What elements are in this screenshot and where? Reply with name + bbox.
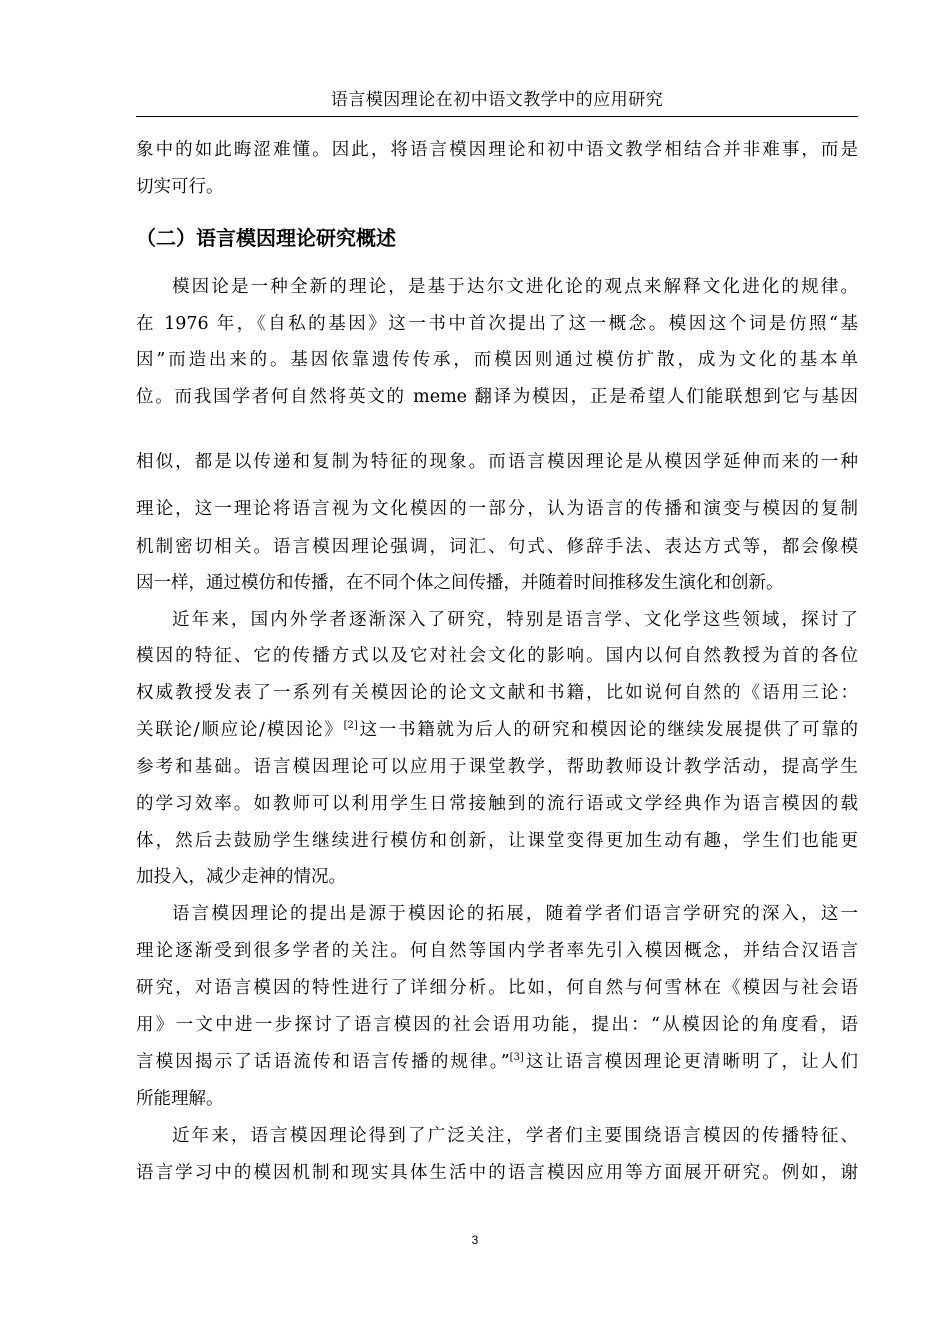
body-line: 因一样，通过模仿和传播，在不同个体之间传播，并随着时间推移发生演化和创新。 bbox=[136, 573, 784, 593]
body-line: 机制密切相关。语言模因理论强调，词汇、句式、修辞手法、表达方式等，都会像模 bbox=[136, 537, 858, 557]
citation-ref: [3] bbox=[509, 1052, 524, 1063]
body-line: 语言学习中的模因机制和现实具体生活中的语言模因应用等方面展开研究。例如，谢 bbox=[136, 1163, 858, 1183]
paragraph-first-line: 模因论是一种全新的理论，是基于达尔文进化论的观点来解释文化进化的规律。 bbox=[172, 277, 858, 297]
body-line: 所能理解。 bbox=[136, 1089, 224, 1109]
body-line: 加投入，减少走神的情况。 bbox=[136, 867, 346, 887]
body-line: 切实可行。 bbox=[136, 177, 224, 197]
line-text: 言模因揭示了话语流传和语言传播的规律。” bbox=[136, 1052, 510, 1072]
body-line: 权威教授发表了一系列有关模因论的论文文献和书籍，比如说何自然的《语用三论： bbox=[136, 683, 858, 703]
section-heading: （二）语言模因理论研究概述 bbox=[136, 226, 396, 250]
paragraph-first-line: 近年来，国内外学者逐渐深入了研究，特别是语言学、文化学这些领域，探讨了 bbox=[172, 610, 858, 630]
body-line: 的学习效率。如教师可以利用学生日常接触到的流行语或文学经典作为语言模因的载 bbox=[136, 794, 858, 814]
citation-ref: [2] bbox=[343, 720, 358, 731]
body-line: 理论逐渐受到很多学者的关注。何自然等国内学者率先引入模因概念，并结合汉语言 bbox=[136, 941, 858, 961]
body-line: 象中的如此晦涩难懂。因此，将语言模因理论和初中语文教学相结合并非难事，而是 bbox=[136, 140, 858, 160]
body-line: 理论，这一理论将语言视为文化模因的一部分，认为语言的传播和演变与模因的复制 bbox=[136, 499, 858, 519]
line-text: 关联论/顺应论/模因论》 bbox=[136, 720, 344, 740]
body-line: 位。而我国学者何自然将英文的 meme 翻译为模因，正是希望人们能联想到它与基因 bbox=[136, 387, 858, 407]
line-text: 这让语言模因理论更清晰明了，让人们 bbox=[523, 1052, 858, 1072]
body-line: 因”而造出来的。基因依靠遗传传承，而模因则通过模仿扩散，成为文化的基本单 bbox=[136, 350, 858, 370]
page-number: 3 bbox=[471, 1233, 479, 1247]
paragraph-first-line: 语言模因理论的提出是源于模因论的拓展，随着学者们语言学研究的深入，这一 bbox=[172, 904, 858, 924]
header-rule bbox=[136, 116, 858, 117]
body-line: 在 1976 年，《自私的基因》这一书中首次提出了这一概念。模因这个词是仿照“基 bbox=[136, 314, 858, 334]
paragraph-first-line: 近年来，语言模因理论得到了广泛关注，学者们主要围绕语言模因的传播特征、 bbox=[172, 1126, 858, 1146]
body-line: 参考和基础。语言模因理论可以应用于课堂教学，帮助教师设计教学活动，提高学生 bbox=[136, 757, 858, 777]
body-line-with-citation bbox=[136, 717, 858, 743]
body-line: 体，然后去鼓励学生继续进行模仿和创新，让课堂变得更加生动有趣，学生们也能更 bbox=[136, 831, 858, 851]
body-line: 模因的特征、它的传播方式以及它对社会文化的影响。国内以何自然教授为首的各位 bbox=[136, 646, 858, 666]
running-header: 语言模因理论在初中语文教学中的应用研究 bbox=[330, 90, 664, 110]
body-line: 用》一文中进一步探讨了语言模因的社会语用功能，提出：“从模因论的角度看，语 bbox=[136, 1015, 858, 1035]
line-text: 这一书籍就为后人的研究和模因论的继续发展提供了可靠的 bbox=[357, 720, 859, 740]
body-line-with-citation bbox=[136, 1049, 858, 1075]
body-line: 相似，都是以传递和复制为特征的现象。而语言模因理论是从模因学延伸而来的一种 bbox=[136, 452, 858, 472]
body-line: 研究，对语言模因的特性进行了详细分析。比如，何自然与何雪林在《模因与社会语 bbox=[136, 978, 858, 998]
